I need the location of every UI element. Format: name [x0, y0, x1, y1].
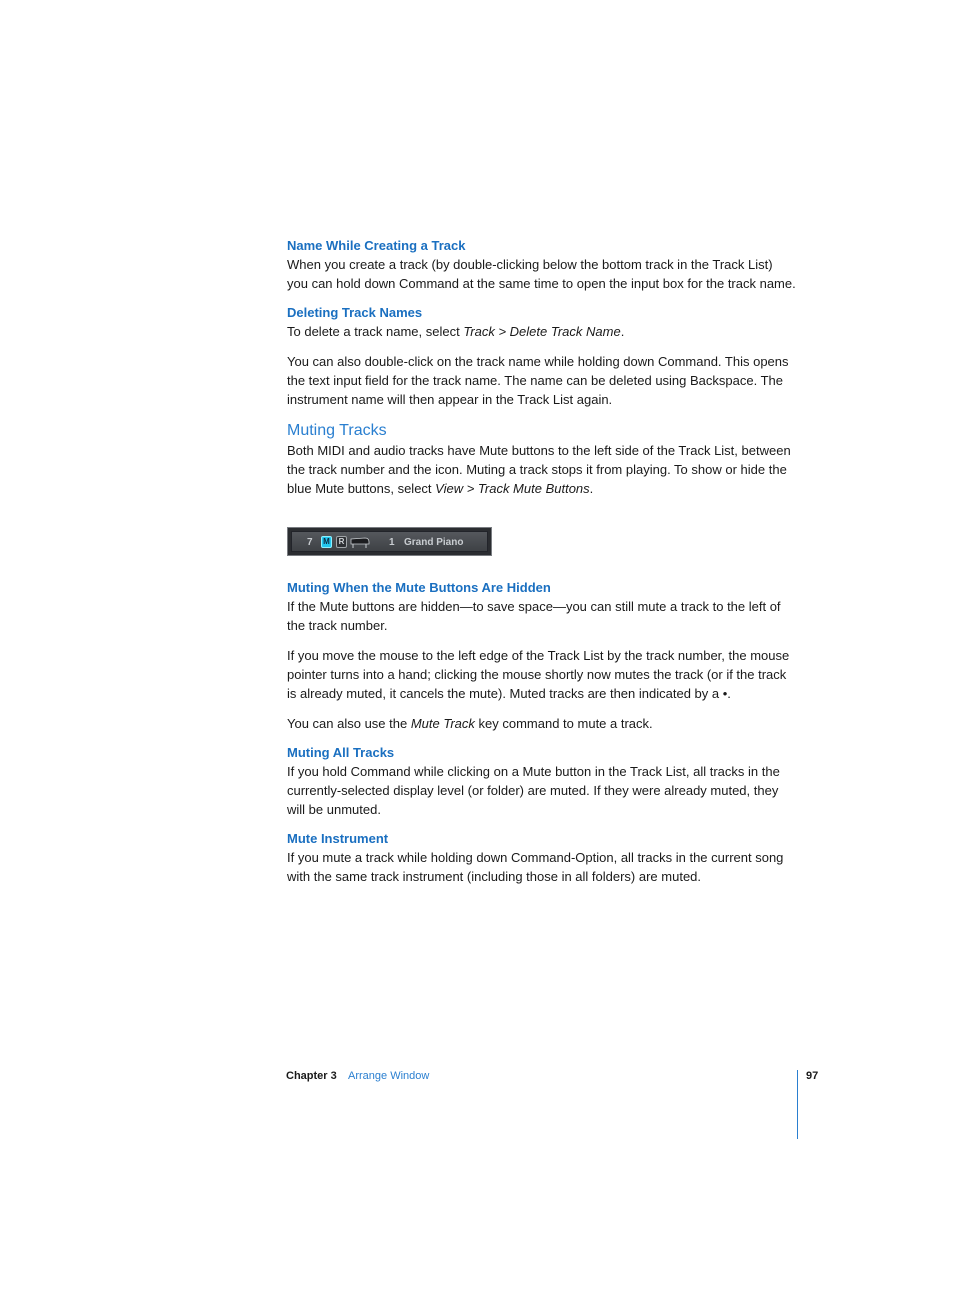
paragraph-deleting-double-click: You can also double-click on the track name while holding down Command. This opens the text input field for the track name. The name can be deleted using Backspace. The instrument name will then appear in the Track List again.: [287, 354, 789, 407]
heading-mute-instrument: Mute Instrument: [287, 831, 389, 846]
heading-muting-tracks: Muting Tracks: [287, 422, 387, 439]
mute-button[interactable]: M: [321, 536, 332, 548]
instrument-index: 1: [389, 537, 395, 548]
text-prefix: Both MIDI and audio tracks have Mute buttons to the left side of the Track List, between the track number and the icon. Muting a track stops it from playing. To show or hide the blue Mute buttons, select: [287, 443, 791, 496]
footer-divider: [797, 1070, 798, 1139]
paragraph-muting-hidden-1: If the Mute buttons are hidden—to save space—you can still mute a track to the left of the track number.: [287, 599, 781, 633]
text-suffix: .: [620, 324, 625, 339]
paragraph-muting-hidden-2: If you move the mouse to the left edge of the Track List by the track number, the mouse pointer turns into a hand; clicking the mouse shortly now mutes the track (or if the track is already muted, it cancels the mute). Muted tracks are then indicated by a •.: [287, 648, 790, 701]
text-suffix: key command to mute a track.: [474, 716, 653, 731]
menu-path: Track > Delete Track Name: [463, 324, 621, 339]
heading-name-while-creating: Name While Creating a Track: [287, 238, 466, 253]
track-list-row-image: [287, 527, 492, 556]
text-suffix: .: [589, 481, 594, 496]
paragraph-deleting-select: [287, 322, 797, 341]
paragraph-name-while-creating: When you create a track (by double-clicking below the bottom track in the Track List) you can hold down Command at the same time to open the input box for the track name.: [287, 257, 796, 291]
paragraph-muting-hidden-3: [287, 714, 797, 733]
track-name: Grand Piano: [404, 537, 464, 548]
heading-muting-all: Muting All Tracks: [287, 745, 395, 760]
paragraph-mute-instrument: If you mute a track while holding down Command-Option, all tracks in the current song with the same track instrument (including those in all folders) are muted.: [287, 850, 784, 884]
heading-deleting-track-names: Deleting Track Names: [287, 305, 423, 320]
footer-chapter-title: Arrange Window: [348, 1070, 430, 1082]
page-number: 97: [806, 1070, 819, 1082]
menu-path: View > Track Mute Buttons: [435, 481, 590, 496]
track-row: [291, 531, 488, 552]
paragraph-muting-all: If you hold Command while clicking on a Mute button in the Track List, all tracks in the currently-selected display level (or folder) are muted. If they were already muted, they will be unmuted.: [287, 764, 780, 817]
page-content: [287, 237, 797, 886]
footer-chapter: Chapter 3: [286, 1070, 337, 1082]
paragraph-muting-tracks: [287, 441, 797, 498]
record-button[interactable]: R: [336, 536, 347, 548]
text-prefix: You can also use the: [287, 716, 411, 731]
heading-muting-hidden: Muting When the Mute Buttons Are Hidden: [287, 580, 551, 595]
key-command: Mute Track: [410, 716, 475, 731]
text-prefix: To delete a track name, select: [287, 324, 464, 339]
track-number: 7: [307, 537, 313, 548]
grand-piano-icon: [350, 536, 370, 549]
